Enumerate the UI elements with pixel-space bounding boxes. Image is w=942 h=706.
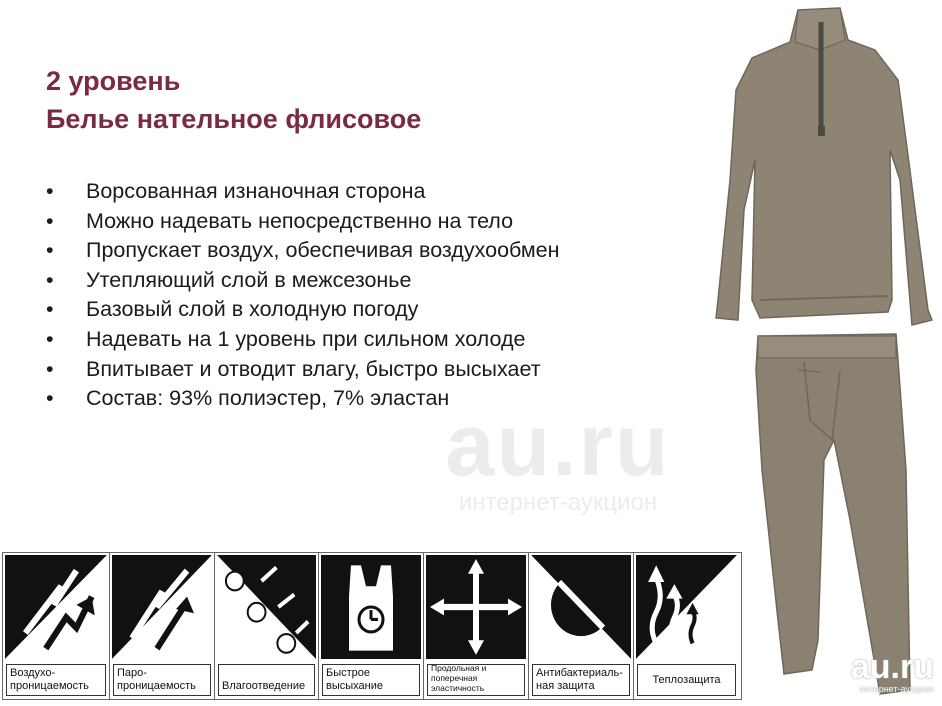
property-tile-quick-dry [319,553,424,699]
feature-item: • Надевать на 1 уровень при сильном холоде [46,325,559,355]
feature-item: • Ворсованная изнаночная сторона [46,177,559,207]
product-title: Белье нательное флисовое [46,104,422,134]
corner-watermark-subtitle: интернет-аукцион [859,684,934,694]
center-watermark [408,395,708,516]
property-tile-air [3,553,110,699]
property-icons-strip [2,552,742,700]
fleece-pants-image [756,334,910,694]
property-caption: Паро-проницаемость [113,664,211,696]
feature-list [46,177,559,414]
air-permeability-icon [5,555,107,659]
feature-item: • Состав: 93% полиэстер, 7% эластан [46,384,559,414]
moisture-wicking-icon [217,555,316,659]
thermal-protection-icon [636,555,737,659]
watermark-logo: au.ru [445,395,671,494]
feature-item: • Пропускает воздух, обеспечивая воздухообмен [46,236,559,266]
property-tile-antibacterial [529,553,634,699]
property-tile-thermal [634,553,739,699]
watermark-subtitle: интернет-аукцион [458,489,658,516]
corner-watermark [851,650,934,694]
vapor-permeability-icon [112,555,212,659]
property-caption: Влагоотведение [218,664,315,696]
feature-item: • Впитывает и отводит влагу, быстро высыхает [46,355,559,385]
property-tile-vapor [110,553,215,699]
corner-watermark-logo: au.ru [850,648,934,686]
feature-item: • Можно надевать непосредственно на тело [46,207,559,237]
property-caption: Воздухо-проницаемость [6,664,106,696]
property-tile-elasticity [424,553,529,699]
page-title [46,62,421,138]
property-tile-moisture [215,553,319,699]
level-title: 2 уровень [46,66,181,96]
fleece-top-image [716,8,932,325]
property-caption: Быстрое высыхание [322,664,420,696]
property-caption: Продольная и поперечная эластичность [427,664,525,696]
antibacterial-icon [531,555,631,659]
quick-dry-icon [321,555,421,659]
property-caption: Теплозащита [637,664,736,696]
elasticity-icon [426,555,526,659]
property-caption: Антибактериаль-ная защита [532,664,630,696]
feature-item: • Базовый слой в холодную погоду [46,295,559,325]
feature-item: • Утепляющий слой в межсезонье [46,266,559,296]
